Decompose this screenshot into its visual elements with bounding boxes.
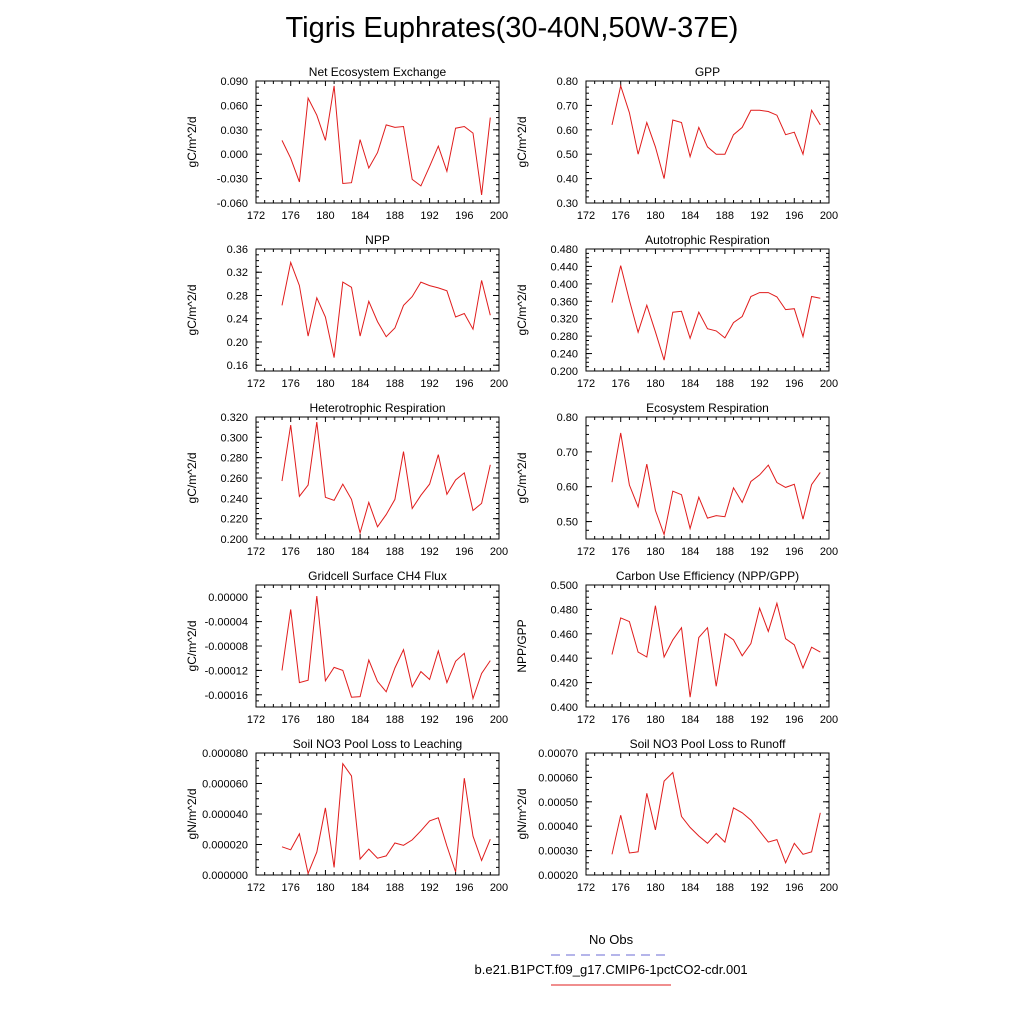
y-tick-label: 0.00060 [538, 772, 578, 785]
y-tick-label: 0.440 [550, 261, 578, 274]
y-tick-label: 0.440 [550, 653, 578, 666]
y-tick-label: 0.00030 [538, 845, 578, 858]
y-tick-label: 0.000040 [202, 809, 248, 821]
x-tick-label: 188 [385, 210, 405, 222]
chart-panel [515, 401, 838, 558]
chart-panel [185, 65, 508, 222]
y-tick-label: 0.480 [550, 244, 578, 256]
x-tick-label: 192 [420, 882, 439, 894]
panel-title: Autotrophic Respiration [645, 233, 770, 247]
x-tick-label: 176 [281, 714, 300, 726]
x-tick-label: 172 [576, 546, 596, 558]
x-tick-label: 180 [646, 714, 665, 726]
x-tick-label: 200 [489, 546, 509, 558]
x-tick-label: 192 [420, 714, 439, 726]
legend-label-model-run: b.e21.B1PCT.f09_g17.CMIP6-1pctCO2-cdr.001 [474, 962, 748, 977]
y-tick-label: 0.500 [550, 580, 578, 592]
y-axis-label: gC/m^2/d [185, 284, 199, 336]
chart-panel [515, 737, 838, 894]
x-tick-label: 200 [489, 714, 509, 726]
y-tick-label: 0.000080 [202, 748, 248, 760]
y-axis-label: gC/m^2/d [515, 116, 529, 168]
y-axis-label: gN/m^2/d [185, 788, 199, 840]
x-tick-label: 184 [680, 378, 700, 390]
plot-frame [586, 249, 829, 371]
x-tick-label: 176 [611, 882, 630, 894]
x-tick-label: 184 [680, 210, 700, 222]
panel-title: Gridcell Surface CH4 Flux [308, 569, 447, 583]
y-tick-label: 0.00050 [538, 796, 578, 809]
x-tick-label: 196 [785, 882, 804, 894]
y-tick-label: 0.000000 [202, 870, 248, 882]
panel-title: GPP [694, 65, 721, 79]
chart-panel [515, 569, 838, 726]
y-tick-label: 0.320 [220, 412, 248, 424]
y-tick-label: 0.50 [556, 149, 578, 162]
panel-title: Soil NO3 Pool Loss to Leaching [292, 737, 463, 751]
y-tick-label: 0.400 [550, 278, 578, 291]
plot-frame [256, 81, 499, 203]
x-tick-label: 188 [715, 882, 735, 894]
x-tick-label: 196 [785, 546, 804, 558]
x-tick-label: 196 [455, 210, 474, 222]
chart-panel [515, 233, 838, 390]
panel-title: Heterotrophic Respiration [309, 401, 446, 415]
panel-title: Carbon Use Efficiency (NPP/GPP) [615, 569, 800, 583]
y-axis-label: NPP/GPP [515, 619, 529, 673]
x-tick-label: 200 [489, 210, 509, 222]
y-tick-label: 0.36 [226, 244, 248, 256]
x-tick-label: 200 [819, 714, 839, 726]
series-line [612, 603, 820, 697]
series-line [282, 764, 490, 874]
y-tick-label: 0.00000 [208, 592, 248, 605]
chart-panel [515, 65, 838, 222]
y-tick-label: 0.20 [226, 336, 248, 349]
x-tick-label: 188 [385, 882, 405, 894]
x-tick-label: 176 [611, 378, 630, 390]
x-tick-label: 196 [785, 378, 804, 390]
y-axis-label: gC/m^2/d [515, 452, 529, 504]
x-tick-label: 176 [281, 882, 300, 894]
x-tick-label: 184 [680, 546, 700, 558]
y-tick-label: 0.32 [226, 267, 248, 280]
x-tick-label: 192 [420, 546, 439, 558]
x-tick-label: 196 [455, 714, 474, 726]
y-tick-label: 0.320 [550, 313, 578, 326]
x-tick-label: 180 [646, 882, 665, 894]
x-tick-label: 184 [680, 714, 700, 726]
x-tick-label: 176 [611, 714, 630, 726]
panel-title: Net Ecosystem Exchange [308, 65, 447, 79]
y-tick-label: -0.00008 [204, 641, 248, 653]
x-tick-label: 196 [785, 210, 804, 222]
x-tick-label: 188 [715, 210, 735, 222]
x-tick-label: 192 [750, 882, 769, 894]
y-tick-label: 0.000 [220, 149, 248, 162]
x-tick-label: 172 [246, 882, 266, 894]
series-line [282, 262, 490, 357]
x-tick-label: 184 [350, 210, 370, 222]
y-tick-label: 0.400 [550, 702, 578, 714]
x-tick-label: 184 [680, 882, 700, 894]
plot-frame [586, 417, 829, 539]
x-tick-label: 200 [819, 378, 839, 390]
x-tick-label: 180 [316, 378, 335, 390]
series-line [282, 86, 490, 195]
x-tick-label: 172 [576, 714, 596, 726]
x-tick-label: 192 [750, 714, 769, 726]
y-tick-label: 0.200 [550, 366, 578, 378]
x-tick-label: 188 [715, 546, 735, 558]
y-tick-label: 0.280 [220, 452, 248, 465]
y-axis-label: gC/m^2/d [515, 284, 529, 336]
y-tick-label: 0.200 [220, 534, 248, 546]
x-tick-label: 184 [350, 882, 370, 894]
y-tick-label: 0.28 [226, 290, 248, 303]
y-axis-label: gC/m^2/d [185, 452, 199, 504]
series-line [282, 596, 490, 699]
x-tick-label: 188 [385, 546, 405, 558]
x-tick-label: 196 [455, 882, 474, 894]
chart-panel [185, 401, 508, 558]
x-tick-label: 172 [246, 210, 266, 222]
y-tick-label: 0.30 [556, 198, 578, 210]
chart-panel [185, 737, 508, 894]
x-tick-label: 188 [385, 378, 405, 390]
x-tick-label: 172 [246, 378, 266, 390]
y-tick-label: 0.70 [556, 446, 578, 459]
y-tick-label: 0.420 [550, 677, 578, 690]
x-tick-label: 180 [316, 210, 335, 222]
x-tick-label: 180 [316, 714, 335, 726]
y-tick-label: 0.16 [226, 360, 248, 373]
series-line [612, 266, 820, 361]
x-tick-label: 176 [611, 546, 630, 558]
y-tick-label: 0.60 [556, 481, 578, 494]
x-tick-label: 172 [246, 546, 266, 558]
y-axis-label: gC/m^2/d [185, 116, 199, 168]
y-tick-label: 0.40 [556, 173, 578, 186]
series-line [612, 433, 820, 535]
y-tick-label: 0.24 [226, 313, 248, 326]
y-tick-label: 0.00020 [538, 870, 578, 882]
y-tick-label: 0.220 [220, 513, 248, 526]
x-tick-label: 180 [646, 210, 665, 222]
x-tick-label: 196 [785, 714, 804, 726]
x-tick-label: 200 [819, 882, 839, 894]
series-line [282, 422, 490, 533]
x-tick-label: 184 [350, 714, 370, 726]
x-tick-label: 196 [455, 546, 474, 558]
plot-frame [256, 585, 499, 707]
chart-panel [185, 569, 508, 726]
y-tick-label: 0.00040 [538, 821, 578, 834]
x-tick-label: 188 [715, 378, 735, 390]
x-tick-label: 172 [246, 714, 266, 726]
x-tick-label: 200 [489, 378, 509, 390]
legend-label-no-obs: No Obs [589, 932, 634, 947]
x-tick-label: 188 [385, 714, 405, 726]
x-tick-label: 184 [350, 546, 370, 558]
y-tick-label: 0.80 [556, 412, 578, 424]
x-tick-label: 192 [750, 210, 769, 222]
y-tick-label: 0.480 [550, 604, 578, 617]
y-tick-label: 0.260 [220, 473, 248, 485]
x-tick-label: 196 [455, 378, 474, 390]
x-tick-label: 176 [281, 378, 300, 390]
y-tick-label: 0.000020 [202, 839, 248, 852]
x-tick-label: 180 [316, 882, 335, 894]
x-tick-label: 172 [576, 378, 596, 390]
y-tick-label: 0.030 [220, 124, 248, 137]
series-line [612, 773, 820, 863]
x-tick-label: 200 [819, 546, 839, 558]
y-tick-label: -0.060 [216, 198, 248, 210]
chart-panel [185, 233, 508, 390]
plot-frame [586, 585, 829, 707]
y-tick-label: -0.030 [216, 173, 248, 186]
panel-title: Soil NO3 Pool Loss to Runoff [629, 737, 786, 751]
x-tick-label: 172 [576, 210, 596, 222]
x-tick-label: 192 [420, 378, 439, 390]
x-tick-label: 176 [611, 210, 630, 222]
plot-frame [586, 81, 829, 203]
y-tick-label: -0.00004 [204, 616, 248, 629]
figure-title: Tigris Euphrates(30-40N,50W-37E) [285, 12, 739, 44]
plot-frame [586, 753, 829, 875]
x-tick-label: 176 [281, 546, 300, 558]
y-tick-label: 0.50 [556, 516, 578, 529]
y-tick-label: 0.70 [556, 100, 578, 113]
y-tick-label: 0.360 [550, 296, 578, 309]
x-tick-label: 180 [316, 546, 335, 558]
y-tick-label: -0.00012 [204, 665, 248, 678]
y-axis-label: gN/m^2/d [515, 788, 529, 840]
y-tick-label: 0.060 [220, 100, 248, 113]
x-tick-label: 184 [350, 378, 370, 390]
y-tick-label: 0.300 [220, 432, 248, 445]
panel-title: Ecosystem Respiration [646, 401, 769, 415]
x-tick-label: 200 [489, 882, 509, 894]
y-tick-label: 0.00070 [538, 748, 578, 760]
y-tick-label: 0.240 [220, 493, 248, 506]
plot-frame [256, 753, 499, 875]
y-tick-label: 0.80 [556, 76, 578, 88]
y-tick-label: 0.460 [550, 628, 578, 641]
x-tick-label: 188 [715, 714, 735, 726]
x-tick-label: 200 [819, 210, 839, 222]
y-axis-label: gC/m^2/d [185, 620, 199, 672]
series-line [612, 86, 820, 179]
x-tick-label: 180 [646, 378, 665, 390]
x-tick-label: 176 [281, 210, 300, 222]
y-tick-label: 0.090 [220, 76, 248, 88]
y-tick-label: 0.000060 [202, 778, 248, 791]
x-tick-label: 192 [750, 378, 769, 390]
y-tick-label: 0.60 [556, 124, 578, 137]
y-tick-label: 0.280 [550, 331, 578, 344]
panel-title: NPP [365, 233, 390, 247]
x-tick-label: 180 [646, 546, 665, 558]
x-tick-label: 192 [750, 546, 769, 558]
x-tick-label: 192 [420, 210, 439, 222]
y-tick-label: -0.00016 [204, 689, 248, 702]
x-tick-label: 172 [576, 882, 596, 894]
y-tick-label: 0.240 [550, 348, 578, 361]
